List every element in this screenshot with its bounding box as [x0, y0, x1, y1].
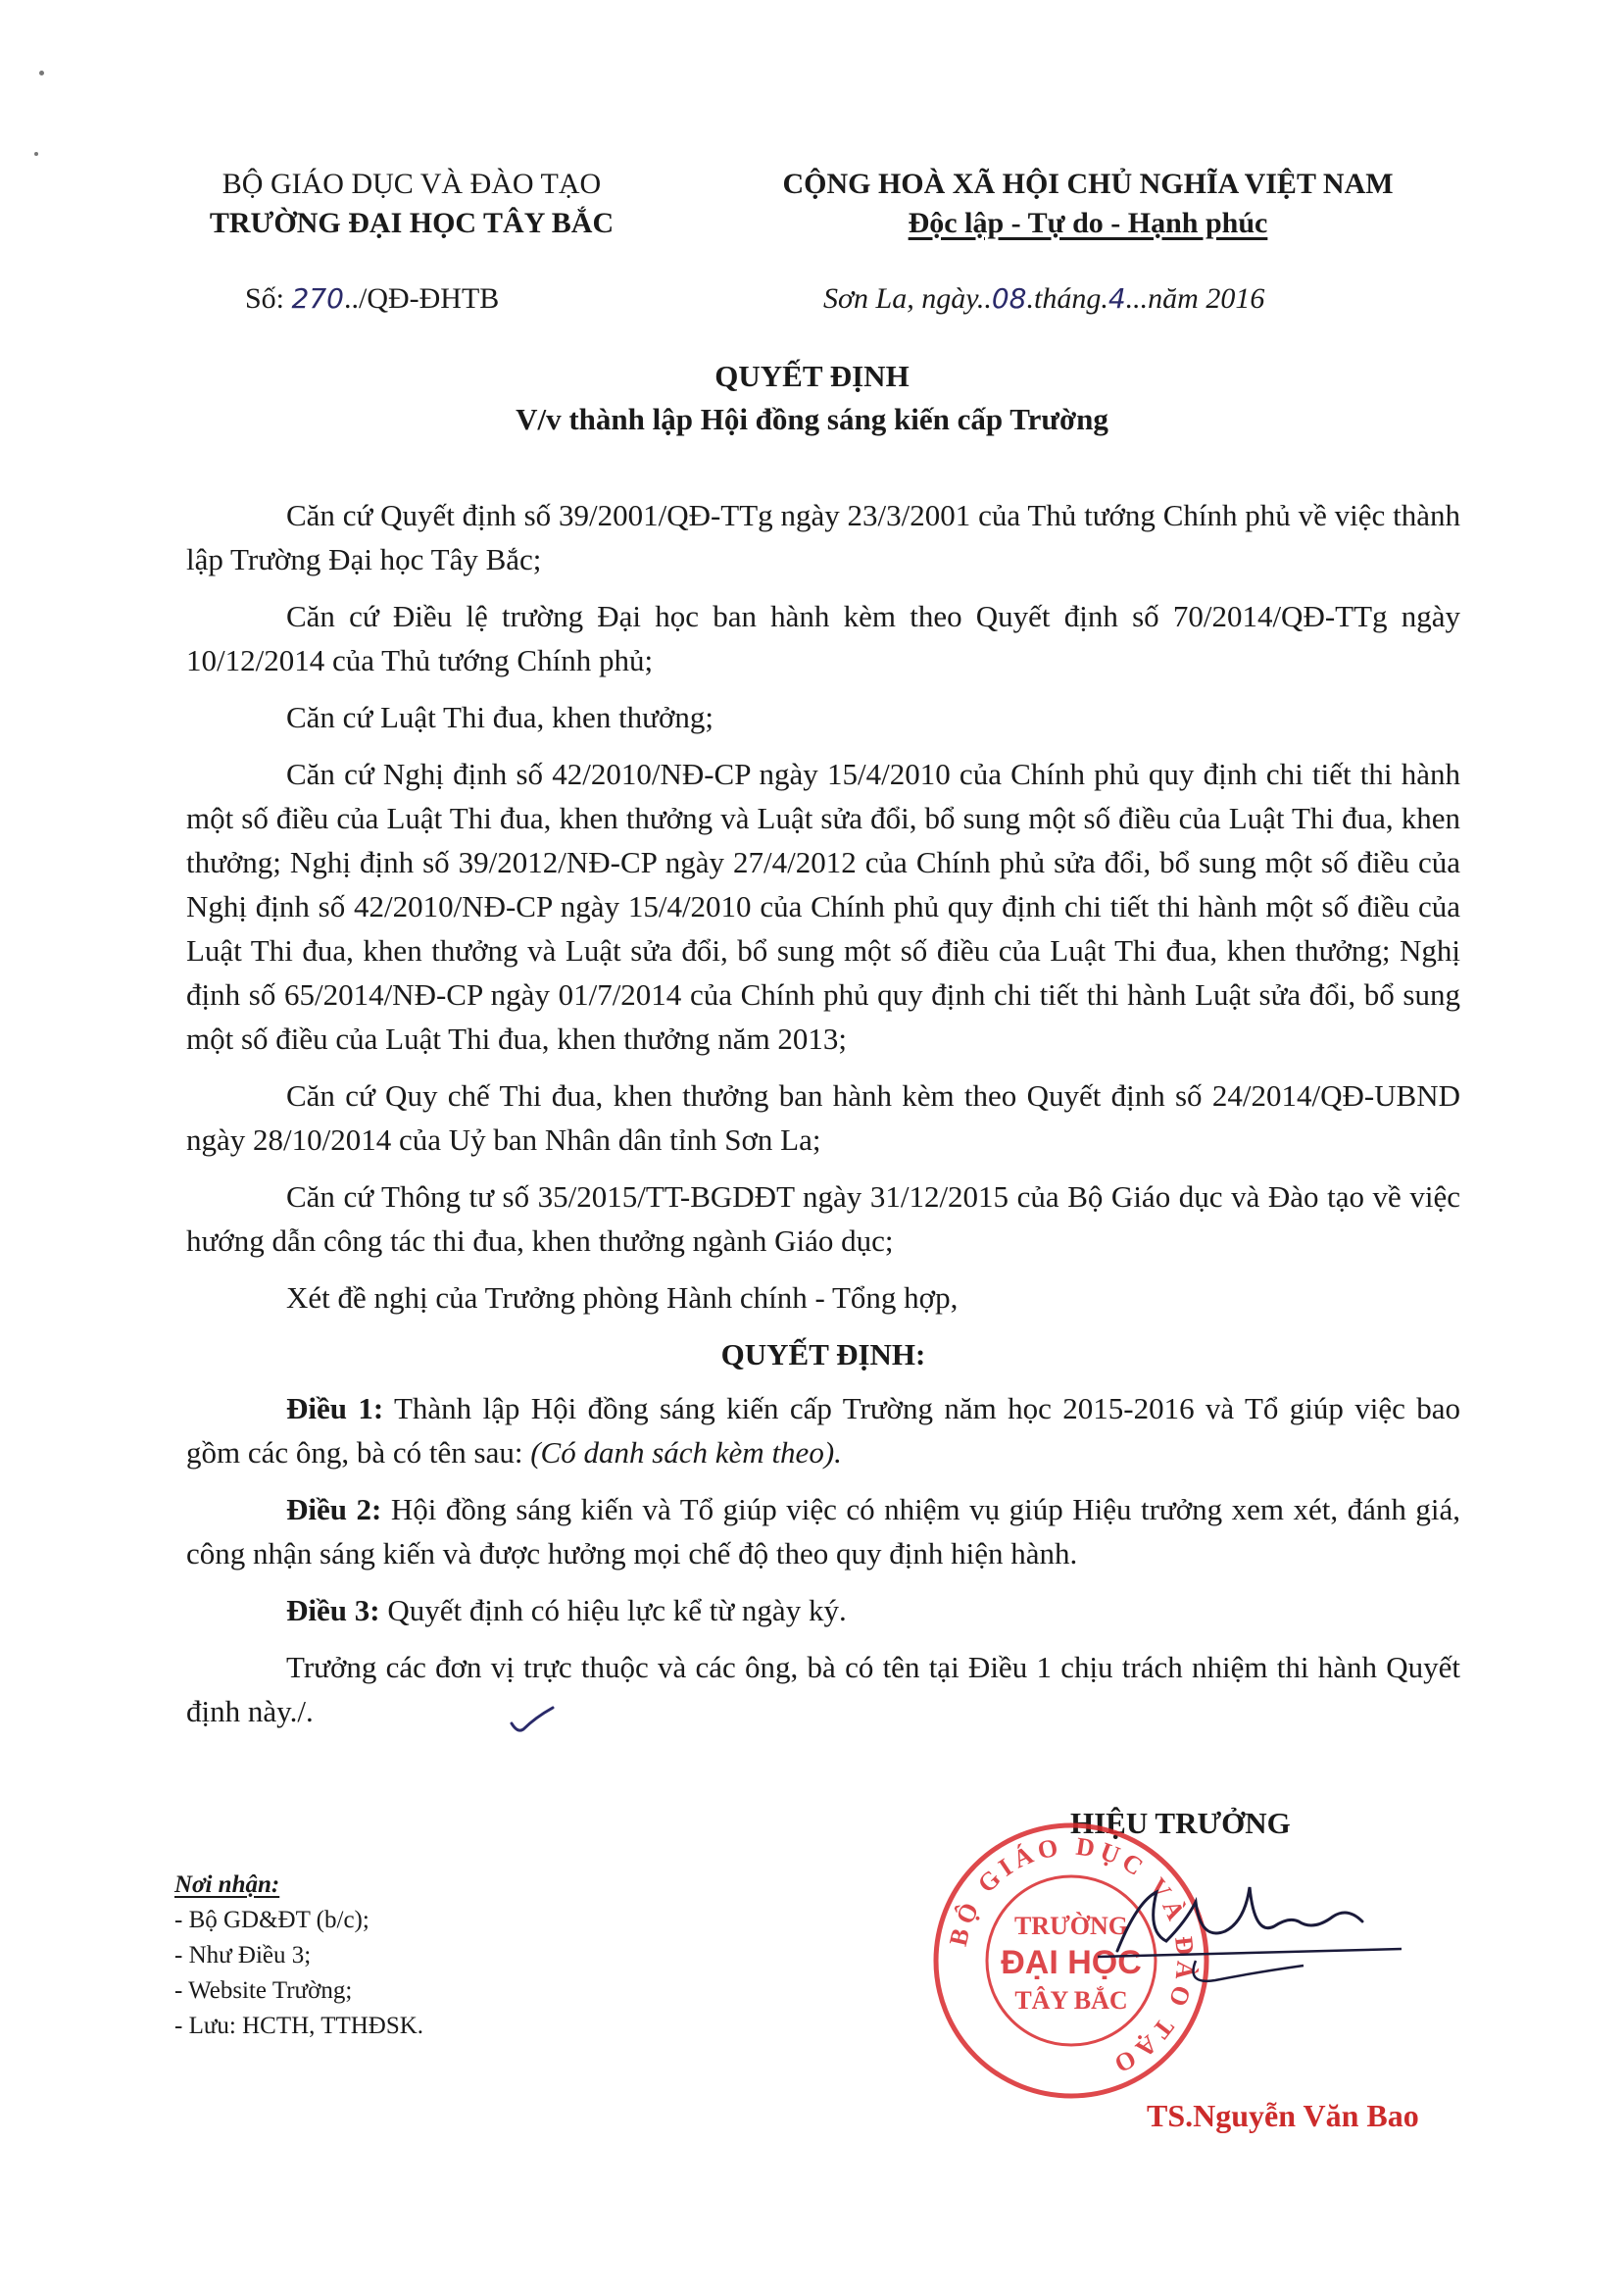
title-main: QUYẾT ĐỊNH [714, 359, 910, 393]
paragraph: Căn cứ Nghị định số 42/2010/NĐ-CP ngày 15/4/2010 của Chính phủ quy định chi tiết thi hành một số điều của Luật Thi đua, khen thưởng và Luật sửa đổi, bổ sung một số điều của Luật Thi đua, khen thưởng; Nghị định số 39/2012/NĐ-CP ngày 27/4/2012 của Chính phủ sửa đổi, bổ sung một số điều của Nghị định số 42/2010/NĐ-CP ngày 15/4/2010 của Chính phủ quy định chi tiết thi hành một số điều của Luật Thi đua, khen thưởng và Luật sửa đổi, bổ sung một số điều của Luật Thi đua, khen thưởng; Nghị định số 65/2014/NĐ-CP ngày 01/7/2014 của Chính phủ quy định chi tiết thi hành Luật sửa đổi, bổ sung một số điều của Luật Thi đua, khen thưởng năm 2013; [186, 757, 1460, 1056]
handwritten-signature [1078, 1863, 1421, 2010]
decision-heading: QUYẾT ĐỊNH: [720, 1337, 926, 1371]
scan-speck [34, 152, 38, 156]
article-2 [186, 1487, 1460, 1575]
issuer-header [157, 165, 666, 243]
number-prefix: Số: [245, 282, 292, 315]
university-name: TRƯỜNG ĐẠI HỌC TÂY BẮC [209, 207, 615, 239]
national-motto: Độc lập - Tự do - Hạnh phúc [908, 207, 1268, 239]
date-text: ...năm 2016 [1125, 282, 1265, 315]
article-text: Hội đồng sáng kiến và Tổ giúp việc có nhiệm vụ giúp Hiệu trưởng xem xét, đánh giá, công nhận sáng kiến và được hưởng mọi chế độ theo quy định hiện hành. [186, 1492, 1460, 1570]
recipient-item: - Website Trường; [174, 1977, 353, 2004]
signer-position: HIỆU TRƯỞNG [1070, 1806, 1291, 1840]
date-day: 08 [991, 282, 1027, 315]
article-note: (Có danh sách kèm theo). [530, 1435, 842, 1470]
paragraph: Căn cứ Luật Thi đua, khen thưởng; [286, 700, 714, 734]
document-date [823, 282, 1264, 316]
scan-speck [39, 71, 44, 75]
recipient-item: - Như Điều 3; [174, 1942, 312, 1969]
number-suffix: ../QĐ-ĐHTB [343, 282, 500, 315]
article-1 [186, 1386, 1460, 1474]
date-text: .tháng. [1026, 282, 1108, 315]
recipients-list [174, 1868, 423, 2044]
document-body [186, 493, 1460, 1746]
document-title [0, 355, 1624, 441]
paragraph: Căn cứ Thông tư số 35/2015/TT-BGDĐT ngày 31/12/2015 của Bộ Giáo dục và Đào tạo về việc hướng dẫn công tác thi đua, khen thưởng ngành Giáo dục; [186, 1179, 1460, 1258]
title-subject: V/v thành lập Hội đồng sáng kiến cấp Trường [516, 402, 1108, 436]
date-text: Sơn La, ngày.. [823, 282, 992, 315]
handwritten-checkmark [508, 1704, 557, 1737]
closing-paragraph: Trưởng các đơn vị trực thuộc và các ông, bà có tên tại Điều 1 chịu trách nhiệm thi hành Quyết định này./. [186, 1650, 1460, 1728]
document-number [245, 282, 499, 316]
national-header [706, 165, 1470, 243]
date-month: 4 [1107, 282, 1126, 315]
number-handwritten: 270 [291, 282, 344, 315]
recipient-item: - Bộ GD&ĐT (b/c); [174, 1907, 369, 1933]
seal-line-3: TÂY BẮC [1014, 1986, 1128, 2015]
article-text: Thành lập Hội đồng sáng kiến cấp Trường năm học 2015-2016 và Tổ giúp việc bao gồm các ông, bà có tên sau: [186, 1391, 1460, 1470]
recipients-title: Nơi nhận: [174, 1871, 280, 1898]
paragraph: Căn cứ Điều lệ trường Đại học ban hành kèm theo Quyết định số 70/2014/QĐ-TTg ngày 10/12/2014 của Thủ tướng Chính phủ; [186, 599, 1460, 677]
article-label: Điều 3: [286, 1593, 380, 1627]
ministry-name: BỘ GIÁO DỤC VÀ ĐÀO TẠO [221, 168, 602, 200]
article-label: Điều 2: [286, 1492, 382, 1526]
paragraph: Căn cứ Quyết định số 39/2001/QĐ-TTg ngày 23/3/2001 của Thủ tướng Chính phủ về việc thành lập Trường Đại học Tây Bắc; [186, 498, 1460, 576]
article-text: Quyết định có hiệu lực kể từ ngày ký. [379, 1593, 847, 1627]
recipient-item: - Lưu: HCTH, TTHĐSK. [174, 2013, 424, 2039]
article-label: Điều 1: [286, 1391, 384, 1425]
paragraph: Căn cứ Quy chế Thi đua, khen thưởng ban hành kèm theo Quyết định số 24/2014/QĐ-UBND ngày 28/10/2014 của Uỷ ban Nhân dân tỉnh Sơn La; [186, 1078, 1460, 1157]
signer-name: TS.Nguyễn Văn Bao [1147, 2098, 1419, 2133]
country-name: CỘNG HOÀ XÃ HỘI CHỦ NGHĨA VIỆT NAM [782, 168, 1394, 200]
seal-line-2: ĐẠI HỌC [1001, 1944, 1142, 1981]
seal-line-1: TRƯỜNG [1013, 1912, 1129, 1940]
paragraph: Xét đề nghị của Trưởng phòng Hành chính - Tổng hợp, [286, 1280, 959, 1315]
seal-ring-text: BỘ GIÁO DỤC VÀ ĐÀO TẠO [943, 1831, 1201, 2081]
article-3 [186, 1588, 1460, 1632]
